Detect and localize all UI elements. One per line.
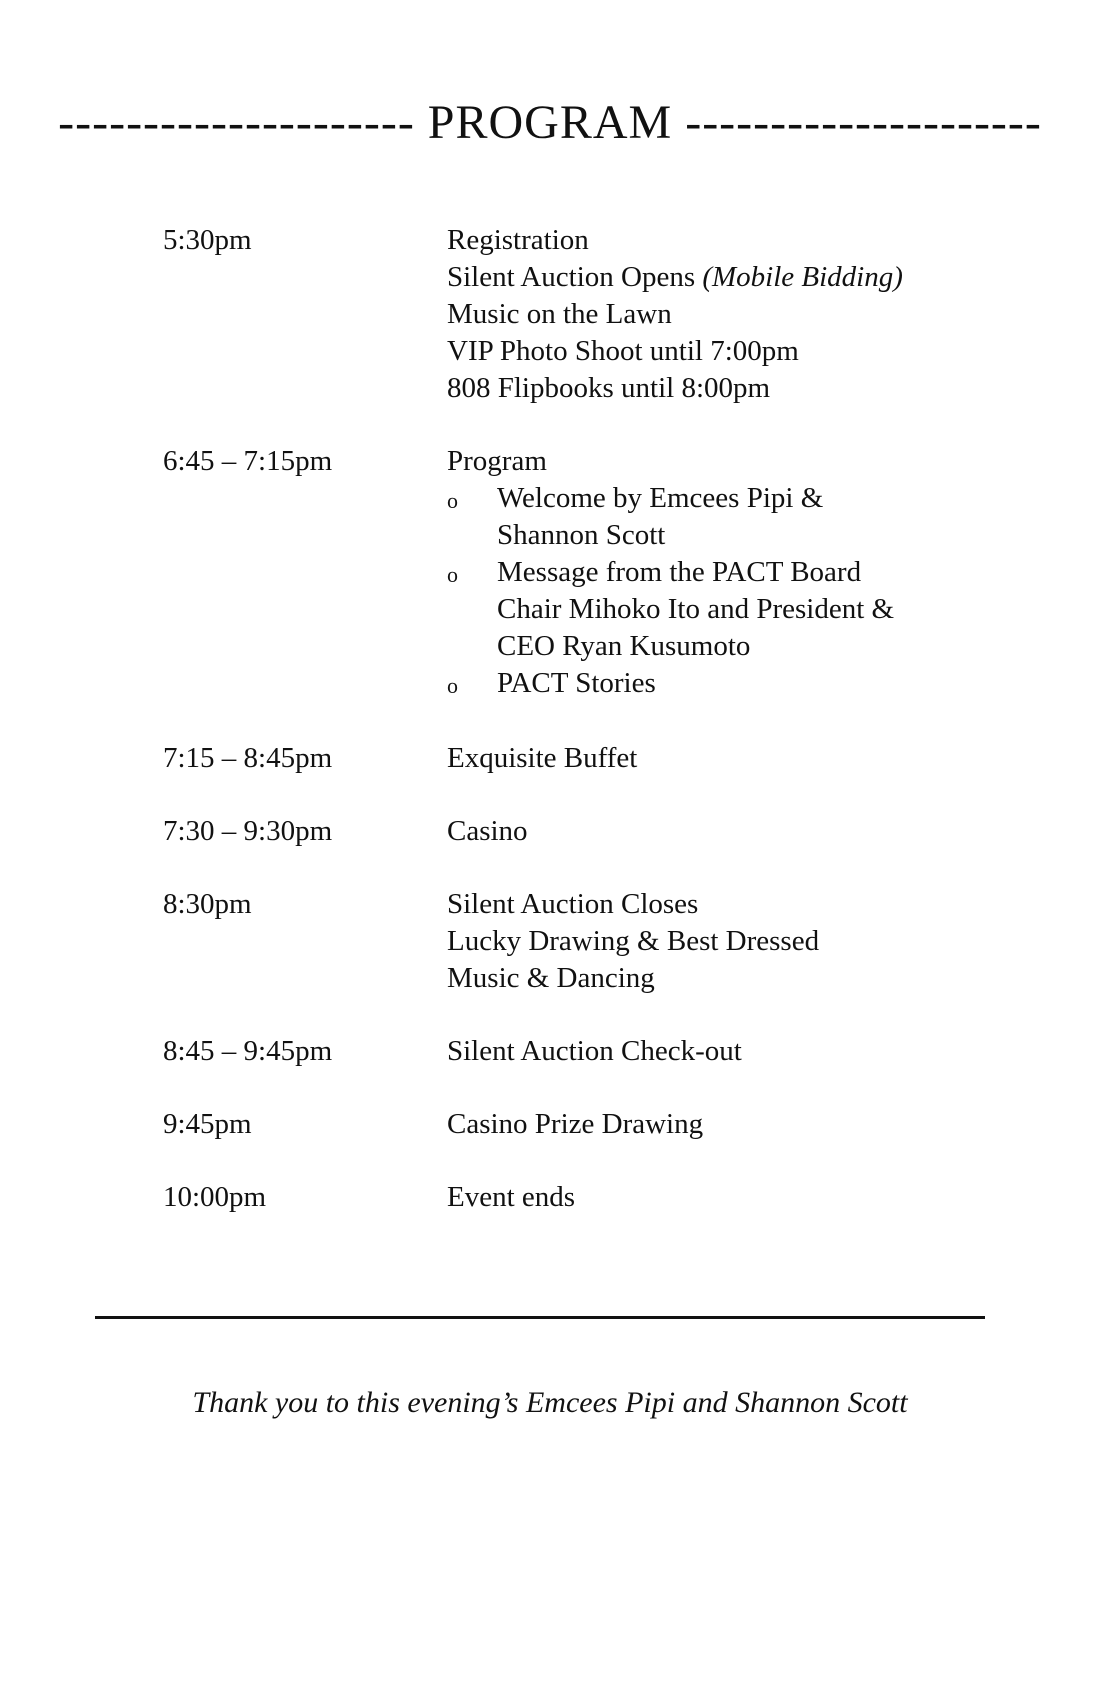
schedule-details — [447, 1106, 993, 1143]
schedule-details — [447, 886, 993, 997]
schedule-item-text: Silent Auction Check-out — [447, 1035, 742, 1067]
page-title: PROGRAM — [427, 96, 673, 149]
schedule-item — [447, 1179, 993, 1216]
page-heading — [0, 95, 1100, 150]
schedule-item-text: Music & Dancing — [447, 962, 655, 994]
schedule-item-text: Exquisite Buffet — [447, 742, 638, 774]
schedule-item-text: Casino — [447, 815, 528, 847]
schedule-row — [163, 443, 993, 704]
circle-bullet-icon: o — [447, 562, 458, 587]
schedule-item — [447, 333, 993, 370]
schedule-row — [163, 813, 993, 850]
schedule-details — [447, 813, 993, 850]
schedule-time: 8:30pm — [163, 888, 252, 920]
schedule-item — [447, 259, 993, 296]
schedule-details — [447, 1179, 993, 1216]
schedule-item-text: 808 Flipbooks until 8:00pm — [447, 372, 771, 404]
schedule-item-text: Lucky Drawing & Best Dressed — [447, 925, 820, 957]
schedule-item — [447, 443, 993, 480]
schedule-item-text: Program — [447, 445, 547, 477]
schedule-row — [163, 740, 993, 777]
schedule-item — [447, 370, 993, 407]
schedule-item-text: Music on the Lawn — [447, 298, 672, 330]
schedule-time: 5:30pm — [163, 224, 252, 256]
program-sub-item-text: Welcome by Emcees Pipi & Shannon Scott — [497, 482, 824, 551]
schedule-item — [447, 296, 993, 333]
heading-dashes-right: --------------------- — [685, 96, 1042, 149]
heading-dashes-left: --------------------- — [58, 96, 415, 149]
schedule-item — [447, 813, 993, 850]
schedule-details — [447, 443, 993, 704]
schedule-row — [163, 222, 993, 407]
program-sub-item — [447, 480, 993, 554]
schedule-item-text: Casino Prize Drawing — [447, 1108, 704, 1140]
program-sub-item-text: Message from the PACT Board Chair Mihoko Ito and President & CEO Ryan Kusumoto — [497, 556, 895, 662]
program-schedule — [163, 222, 993, 1252]
schedule-item — [447, 1106, 993, 1143]
schedule-item — [447, 886, 993, 923]
schedule-item — [447, 923, 993, 960]
schedule-item — [447, 222, 993, 259]
schedule-row — [163, 1106, 993, 1143]
schedule-time: 9:45pm — [163, 1108, 252, 1140]
thank-you-note: Thank you to this evening’s Emcees Pipi and Shannon Scott — [192, 1386, 908, 1419]
schedule-details — [447, 740, 993, 777]
schedule-item-note: (Mobile Bidding) — [702, 261, 903, 293]
schedule-details — [447, 1033, 993, 1070]
schedule-item — [447, 960, 993, 997]
schedule-item-text: Registration — [447, 224, 589, 256]
footer-divider — [95, 1316, 985, 1319]
schedule-item-text: Event ends — [447, 1181, 576, 1213]
program-sub-item — [447, 554, 993, 665]
schedule-row — [163, 1179, 993, 1216]
schedule-item-text: Silent Auction Opens — [447, 261, 696, 293]
schedule-details — [447, 222, 993, 407]
program-sub-item — [447, 665, 993, 704]
circle-bullet-icon: o — [447, 488, 458, 513]
schedule-row — [163, 886, 993, 997]
circle-bullet-icon: o — [447, 673, 458, 698]
schedule-time: 10:00pm — [163, 1181, 267, 1213]
program-sub-item-text: PACT Stories — [497, 667, 656, 699]
schedule-item-text: VIP Photo Shoot until 7:00pm — [447, 335, 799, 367]
schedule-item — [447, 1033, 993, 1070]
schedule-time: 7:15 – 8:45pm — [163, 742, 333, 774]
schedule-item-text: Silent Auction Closes — [447, 888, 699, 920]
schedule-time: 6:45 – 7:15pm — [163, 445, 333, 477]
schedule-item — [447, 740, 993, 777]
schedule-time: 8:45 – 9:45pm — [163, 1035, 333, 1067]
schedule-row — [163, 1033, 993, 1070]
schedule-time: 7:30 – 9:30pm — [163, 815, 333, 847]
